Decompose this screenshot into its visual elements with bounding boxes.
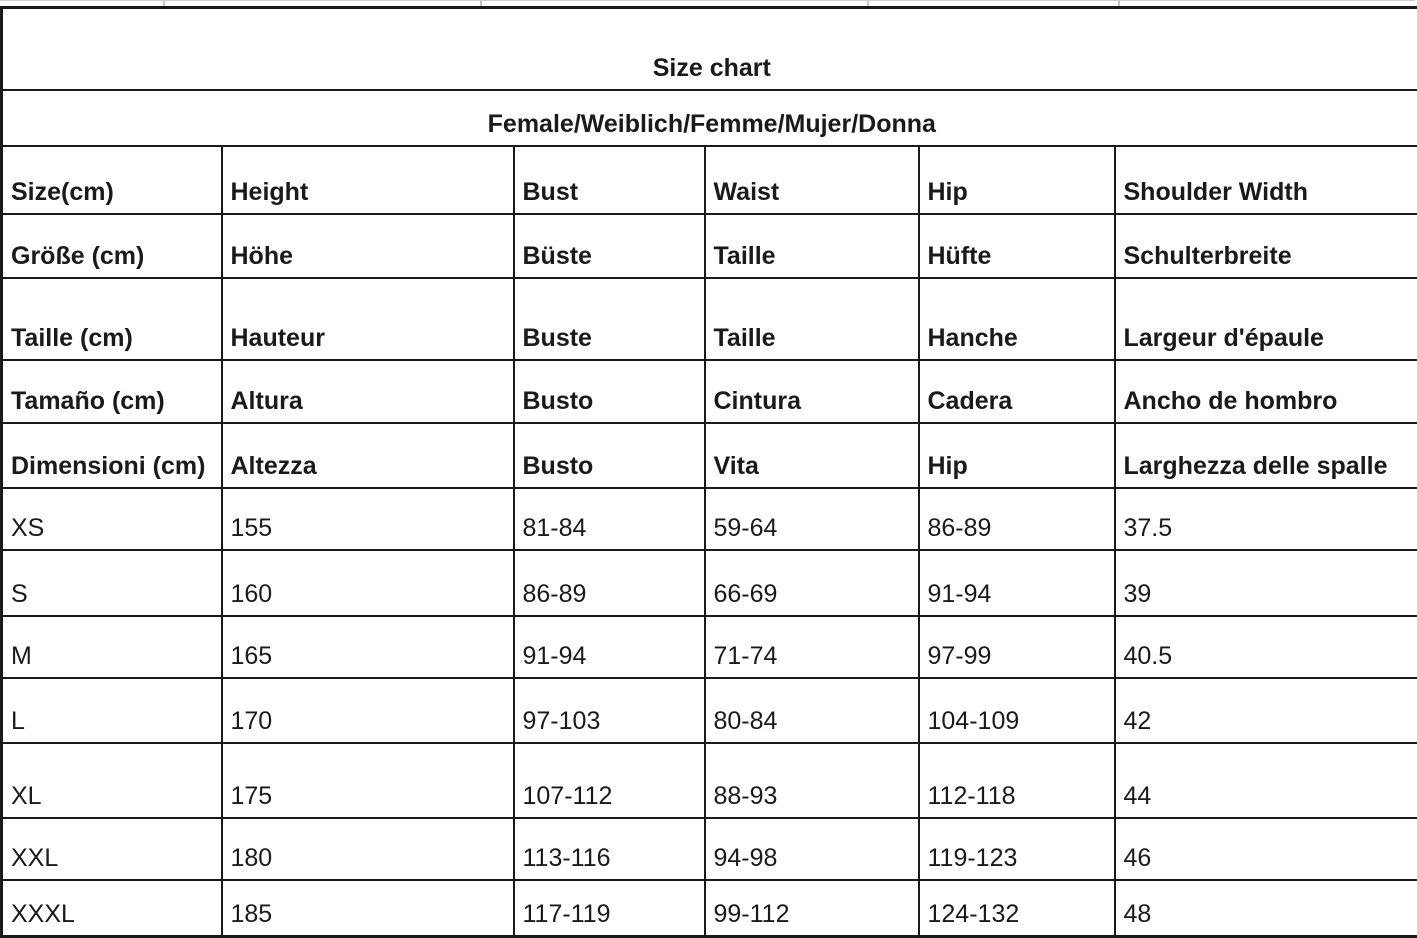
size-label: XXL — [2, 818, 222, 880]
data-cell: 59-64 — [705, 488, 919, 550]
data-cell: 165 — [222, 616, 514, 678]
header-cell: Taille — [705, 214, 919, 278]
size-chart-table — [0, 6, 1417, 938]
data-cell: 86-89 — [514, 550, 705, 616]
subtitle-row — [2, 90, 1417, 146]
table-row-xl — [2, 743, 1417, 818]
header-cell: Hanche — [919, 278, 1115, 360]
data-cell: 117-119 — [514, 880, 705, 937]
data-cell: 46 — [1115, 818, 1417, 880]
header-cell: Schulterbreite — [1115, 214, 1417, 278]
data-cell: 185 — [222, 880, 514, 937]
table-row-s — [2, 550, 1417, 616]
data-cell: 37.5 — [1115, 488, 1417, 550]
header-cell: Büste — [514, 214, 705, 278]
data-cell: 42 — [1115, 678, 1417, 743]
data-cell: 112-118 — [919, 743, 1115, 818]
title-row — [2, 8, 1417, 91]
header-cell: Taille — [705, 278, 919, 360]
header-cell: Ancho de hombro — [1115, 360, 1417, 423]
data-cell: 160 — [222, 550, 514, 616]
header-row-italian — [2, 423, 1417, 488]
header-cell: Cadera — [919, 360, 1115, 423]
data-cell: 91-94 — [919, 550, 1115, 616]
data-cell: 40.5 — [1115, 616, 1417, 678]
header-cell: Hüfte — [919, 214, 1115, 278]
data-cell: 86-89 — [919, 488, 1115, 550]
header-row-french — [2, 278, 1417, 360]
header-cell: Altezza — [222, 423, 514, 488]
header-row-spanish — [2, 360, 1417, 423]
table-row-m — [2, 616, 1417, 678]
header-cell: Dimensioni (cm) — [2, 423, 222, 488]
header-cell: Größe (cm) — [2, 214, 222, 278]
data-cell: 71-74 — [705, 616, 919, 678]
header-cell: Hauteur — [222, 278, 514, 360]
data-cell: 80-84 — [705, 678, 919, 743]
header-cell: Bust — [514, 146, 705, 214]
data-cell: 180 — [222, 818, 514, 880]
size-label: XL — [2, 743, 222, 818]
size-label: XS — [2, 488, 222, 550]
data-cell: 97-99 — [919, 616, 1115, 678]
size-label: S — [2, 550, 222, 616]
data-cell: 119-123 — [919, 818, 1115, 880]
header-cell: Larghezza delle spalle — [1115, 423, 1417, 488]
data-cell: 113-116 — [514, 818, 705, 880]
data-cell: 97-103 — [514, 678, 705, 743]
data-cell: 81-84 — [514, 488, 705, 550]
data-cell: 99-112 — [705, 880, 919, 937]
header-cell: Vita — [705, 423, 919, 488]
header-cell: Tamaño (cm) — [2, 360, 222, 423]
data-cell: 44 — [1115, 743, 1417, 818]
header-cell: Altura — [222, 360, 514, 423]
table-subtitle: Female/Weiblich/Femme/Mujer/Donna — [2, 90, 1417, 146]
data-cell: 48 — [1115, 880, 1417, 937]
size-label: L — [2, 678, 222, 743]
header-cell: Size(cm) — [2, 146, 222, 214]
header-cell: Buste — [514, 278, 705, 360]
data-cell: 155 — [222, 488, 514, 550]
data-cell: 175 — [222, 743, 514, 818]
header-row-german — [2, 214, 1417, 278]
header-cell: Height — [222, 146, 514, 214]
data-cell: 91-94 — [514, 616, 705, 678]
data-cell: 94-98 — [705, 818, 919, 880]
header-cell: Hip — [919, 423, 1115, 488]
header-row-english — [2, 146, 1417, 214]
header-cell: Höhe — [222, 214, 514, 278]
data-cell: 39 — [1115, 550, 1417, 616]
data-cell: 66-69 — [705, 550, 919, 616]
data-cell: 107-112 — [514, 743, 705, 818]
data-cell: 104-109 — [919, 678, 1115, 743]
size-label: M — [2, 616, 222, 678]
table-row-xs — [2, 488, 1417, 550]
data-cell: 170 — [222, 678, 514, 743]
header-cell: Busto — [514, 423, 705, 488]
header-cell: Cintura — [705, 360, 919, 423]
table-row-xxxl — [2, 880, 1417, 937]
header-cell: Largeur d'épaule — [1115, 278, 1417, 360]
table-row-xxl — [2, 818, 1417, 880]
data-cell: 88-93 — [705, 743, 919, 818]
size-label: XXXL — [2, 880, 222, 937]
table-row-l — [2, 678, 1417, 743]
header-cell: Hip — [919, 146, 1115, 214]
header-cell: Shoulder Width — [1115, 146, 1417, 214]
header-cell: Taille (cm) — [2, 278, 222, 360]
data-cell: 124-132 — [919, 880, 1115, 937]
table-title: Size chart — [2, 8, 1417, 91]
header-cell: Busto — [514, 360, 705, 423]
header-cell: Waist — [705, 146, 919, 214]
